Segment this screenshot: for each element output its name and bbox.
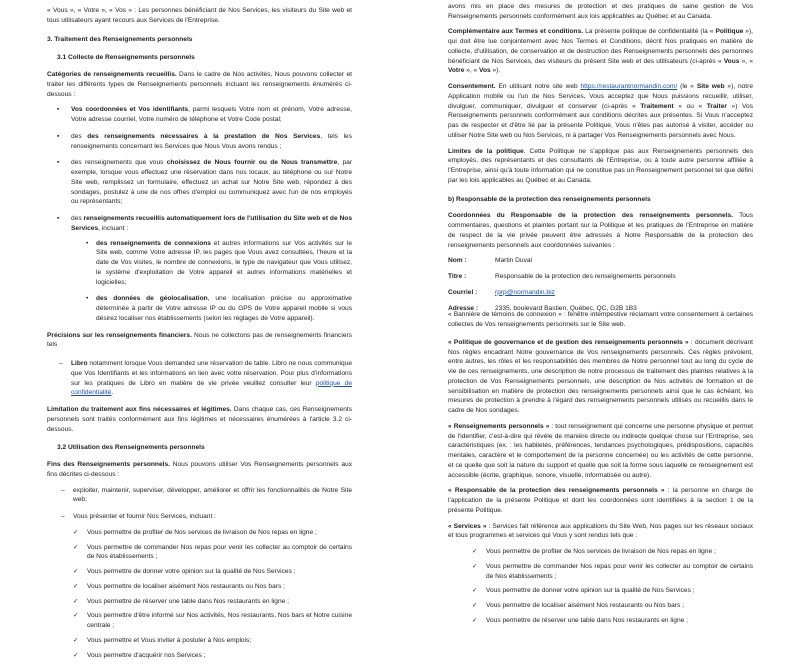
contact-row-name: Nom : Martin Duval (448, 257, 533, 265)
list-item: ▪ des renseignements recueillis automatiquement lors de l'utilisation du Site web et de Nos Services, incluant : • des renseignements de connexions et autres informations sur Vos activités sur le Site web, comme Votre adresse IP, les pages que Vous avez consultées, l'heure et la date de Vos visites, le nombre de connexions, le type de navigateur que Vous utilisez, le système d'exploitation de Votre appareil et autres informations matérielles et logicielles; • des données de géolocalisation, une localisation précise ou approximative déterminée à partir de Votre adresse IP ou du GPS de Votre appareil mobile si vous désirez localiser nos établissements (selon les réglages de Votre appareil). (71, 214, 352, 324)
checklist-item: ✓ Vous permettre de réserver une table dans Nos restaurants en ligne ; (87, 597, 352, 607)
checklist-item: ✓ Vous permettre de donner votre opinion sur la qualité de Nos Services ; (486, 586, 753, 596)
list-item: ▪ Vos coordonnées et Vos identifiants, parmi lesquels Votre nom et prénom, Votre adresse, Votre adresse courriel, Votre numéro de téléphone et Votre Code postal; (71, 105, 352, 125)
responsible-definition: « Responsable de la protection des renseignements personnels » : la personne en charge de l'application de la présente Politique et dont les coordonnées sont identifiées à la section 1 de la présente Politique. (448, 487, 753, 514)
definition-vous: « Vous », « Votre », « Vos » : Les personnes bénéficiant de Nos Services, les visiteurs du Site web et tous utilisateurs ayant recours aux Services de l'Entreprise. (47, 7, 352, 24)
checklist-item: ✓ Vous permettre de donner votre opinion sur la qualité de Nos Services ; (87, 567, 352, 577)
list-item: • des données de géolocalisation, une localisation précise ou approximative déterminée à partir de Votre adresse IP ou du GPS de Votre appareil mobile si vous désirez localiser nos établissements (selon les réglages de Votre appareil). (96, 294, 352, 323)
checklist-item: ✓ Vous permettre d'acquérir nos Services ; (87, 651, 352, 661)
complementary-paragraph: Complémentaire aux Termes et conditions. La présente politique de confidentialité (la « Politique »), qui doit être lue conjointement avec Nos Termes et Conditions, décrit Nos pratiques en matière de collecte, d'utilisation, de conservation et de destruction des Renseignements personnels des personnes bénéficiant de Nos Services, des visiteurs du présent Site web et des utilisateurs (ci-après « Vous », « Votre », « Vos »). (448, 28, 753, 75)
intro-fragment: avons mis en place des mesures de protection et des pratiques de saine gestion de Vos Renseignements personnels conformément aux lois applicables au Québec et au Canada. (448, 2, 753, 20)
list-item: ▪ des renseignements que vous choisissez de Nous fournir ou de Nous transmettre, par exemple, lorsque vous effectuez une réservation dans nos locaux, au téléphone ou sur Notre Site web, remplissez un formulaire, effectuez un achat sur Notre Site web, répondez à des sondages, postulez à une de nos offres d'emploi ou communiquez avec l'un de nos employés ou représentants; (71, 158, 352, 207)
governance-definition: « Politique de gouvernance et de gestion des renseignements personnels » : document décrivant Nos règles encadrant Notre gouvernance de Vos renseignements personnels. Ces règles prévoient, entre autres, les rôles et les responsabilités des membres de Notre personnel tout au long du cycle de vie de ces renseignements, une description de notre processus de traitement des plaintes relatives à la protection de Vos Renseignements personnels, une description de Nos activités de formation et de sensibilisation en matière de protection des renseignements personnels ainsi que le cas échéant, les mesures de protection à prendre à l'égard des renseignements personnels utilisés ou recueillis dans le cadre de Nos sondages. (448, 338, 754, 414)
contact-row-title: Titre : Responsable de la protection des renseignements personnels (448, 273, 676, 280)
coordinates-paragraph: Coordonnées du Responsable de la protection des renseignements personnels. Tous commentaires, questions et plaintes portant sur la Politique et les pratiques de l'Entreprise en matière de respect de la vie privée peuvent être adressés à Notre Responsable de la protection des renseignements personnels aux coordonnées suivantes : (448, 212, 754, 249)
section-heading-3-1: 3.1 Collecte de Renseignements personnels (57, 54, 195, 62)
list-item: – exploiter, maintenir, superviser, développer, améliorer et offrir les fonctionnalités de Notre Site web; (73, 486, 352, 506)
services-checklist-right (448, 547, 753, 626)
list-item: ▪ des des renseignements nécessaires à la prestation de Nos Services, tels les renseignements concernant les Services que Nous Vous avons rendus ; (71, 132, 352, 152)
checklist-item: ✓ Vous permettre de localiser aisément Nos restaurants ou Nos bars ; (87, 582, 352, 592)
contact-row-email: Courriel : rprp@normandin.biz (448, 288, 753, 298)
checklist-item: ✓ Vous permettre de réserver une table dans Nos restaurants en ligne ; (486, 616, 753, 626)
contact-email-link[interactable]: rprp@normandin.biz (495, 288, 555, 296)
limits-paragraph: Limites de la politique. Cette Politique ne s'applique pas aux Renseignements personnels des employés, des représentants et des consultants de l'Entreprise, ou à toute autre personne affiliée à l'Entreprise, ainsi qu'à toute information qui ne constitue pas un Renseignement personnel tel que défini par les lois applicables au Québec et au Canada. (448, 147, 754, 184)
categories-paragraph: Catégories de renseignements recueillis. Dans le cadre de Nos activités, Nous pouvons collecter et traiter les différents types de Renseignements personnels incluant les renseignements énumérés ci-dessous : (47, 71, 352, 98)
personal-info-definition: « Renseignements personnels » : tout renseignement qui concerne une personne physique et permet de l'identifier, c'est-à-dire qui révèle de manière directe ou indirecte quelque chose sur l'Entreprise, ses caractéristiques (ex. : les habiletés, préférences, tendances psychologiques, prédispositions, capacités mentales, caractère et le comportement de la personne concernée) ou les activités de cette personne, et ce quelle que soit la nature du support et quelle que soit la forme sous laquelle ce renseignement est accessible (écrite, graphique, sonore, visuelle, informatisée ou autre). (448, 422, 754, 479)
banner-definition: « Bannière de témoins de connexion » : fenêtre intempestive réclamant votre consentement à certaines collectes de Vos renseignements personnels sur le Site web. (448, 311, 753, 328)
checklist-item: ✓ Vous permettre de profiter de Nos services de livraison de Nos repas en ligne ; (486, 547, 753, 557)
website-link[interactable]: https://restaurantnormandin.com/ (580, 83, 678, 90)
contact-block (448, 256, 753, 313)
right-column (448, 0, 753, 631)
categories-list (47, 105, 352, 323)
checklist-item: ✓ Vous permettre d'être informé sur Nos activités, Nos restaurants, Nos bars et Notre cuisine centrale ; (87, 611, 352, 631)
sub-list (71, 239, 352, 324)
purposes-list (47, 486, 352, 661)
purposes-paragraph: Fins des Renseignements personnels. Nous pouvons utiliser Vos Renseignements personnels aux fins décrites ci-dessous : (47, 461, 352, 478)
checklist-item: ✓ Vous permettre de commander Nos repas pour venir les collecter au comptoir de certains de Nos établissements ; (486, 562, 753, 582)
section-heading-3-2: 3.2 Utilisation des Renseignements personnels (57, 444, 205, 452)
checklist-item: ✓ Vous permettre de profiter de Nos services de livraison de Nos repas en ligne ; (87, 528, 352, 538)
list-item: – Libro notamment lorsque Vous demandez une réservation de table. Libro ne nous communique que Vos Identifiants et les informations en lien avec votre réservation. Pour plus d'informations sur les pratiques de Libro en matière de vie privée veuillez consulter leur politique de confidentialité. (71, 359, 352, 398)
checklist-item: ✓ Vous permettre de localiser aisément Nos restaurants ou Nos bars ; (486, 601, 753, 611)
left-column (47, 0, 352, 667)
section-heading-3: 3. Traitement des Renseignements personnels (47, 35, 193, 43)
services-definition: « Services » : Services fait référence aux applications du Site Web, Nos pages sur les réseaux sociaux et tous programmes et services qui Vous y sont rendus tels que : (448, 522, 753, 540)
checklist-item: ✓ Vous permettre et Vous inviter à postuler à Nos emplois; (87, 636, 352, 646)
checklist-item: ✓ Vous permettre de commander Nos repas pour venir les collecter au comptoir de certains de Nos établissements ; (87, 543, 352, 563)
section-heading-b: b) Responsable de la protection des renseignements personnels (448, 195, 651, 203)
list-item: • des renseignements de connexions et autres informations sur Vos activités sur le Site web, comme Votre adresse IP, les pages que Vous avez consultées, l'heure et la date de Vos visites, le nombre de connexions, le type de navigateur que Vous utilisez, le système d'exploitation de Votre appareil et autres informations matérielles et logicielles; (96, 239, 352, 288)
services-checklist (73, 528, 352, 661)
libro-privacy-link[interactable]: politique de confidentialité (71, 379, 352, 397)
libro-list (47, 359, 352, 398)
financial-paragraph: Précisions sur les renseignements financiers. Nous ne collectons pas de renseignements financiers tels (47, 331, 352, 349)
limitation-paragraph: Limitation du traitement aux fins nécessaires et légitimes. Dans chaque cas, ces Renseignements personnels sont traités conformément aux fins légitimes et nécessaires énumérées à l'article 3.2 ci-dessous. (47, 406, 352, 433)
contact-row-address: Adresse : 2335, boulevard Bastien, Québec, QC, G2B 1B3 (448, 304, 637, 312)
consent-paragraph: Consentement. En utilisant notre site web https://restaurantnormandin.com/ (le « Site web »), notre Application mobile ou l'un de Nos Services, Vous acceptez que Nous puissions recueillir, utiliser, divulguer, communiquer, divulguer et conserver (ci-après « Traitement » ou « Traiter ») Vos Renseignements personnels conformément aux conditions décrites aux présentes. Si Vous n'acceptez pas de respecter et d'être lié par la présente Politique, Vous n'êtes pas autorisé à visiter, accéder ou utiliser Notre Site web ou Nos Services, ni à partager Vos Renseignements personnels avec Nous. (448, 83, 753, 139)
list-item: – Vous présenter et fournir Nos Services, incluant : ✓ Vous permettre de profiter de Nos services de livraison de Nos repas en ligne ; ✓ Vous permettre de commander Nos repas pour venir les collecter au comptoir de certains de Nos établissements ; ✓ Vous permettre de donner votre opinion sur la qualité de Nos Services ; ✓ Vous permettre de localiser aisément Nos restaurants ou Nos bars ; ✓ Vous permettre de réserver une table dans Nos restaurants en ligne ; ✓ Vous permettre d'être informé sur Nos activités, Nos restaurants, Nos bars et Notre cuisine centrale ; ✓ Vous permettre et Vous inviter à postuler à Nos emplois; ✓ Vous permettre d'acquérir nos Services ; (73, 512, 352, 660)
